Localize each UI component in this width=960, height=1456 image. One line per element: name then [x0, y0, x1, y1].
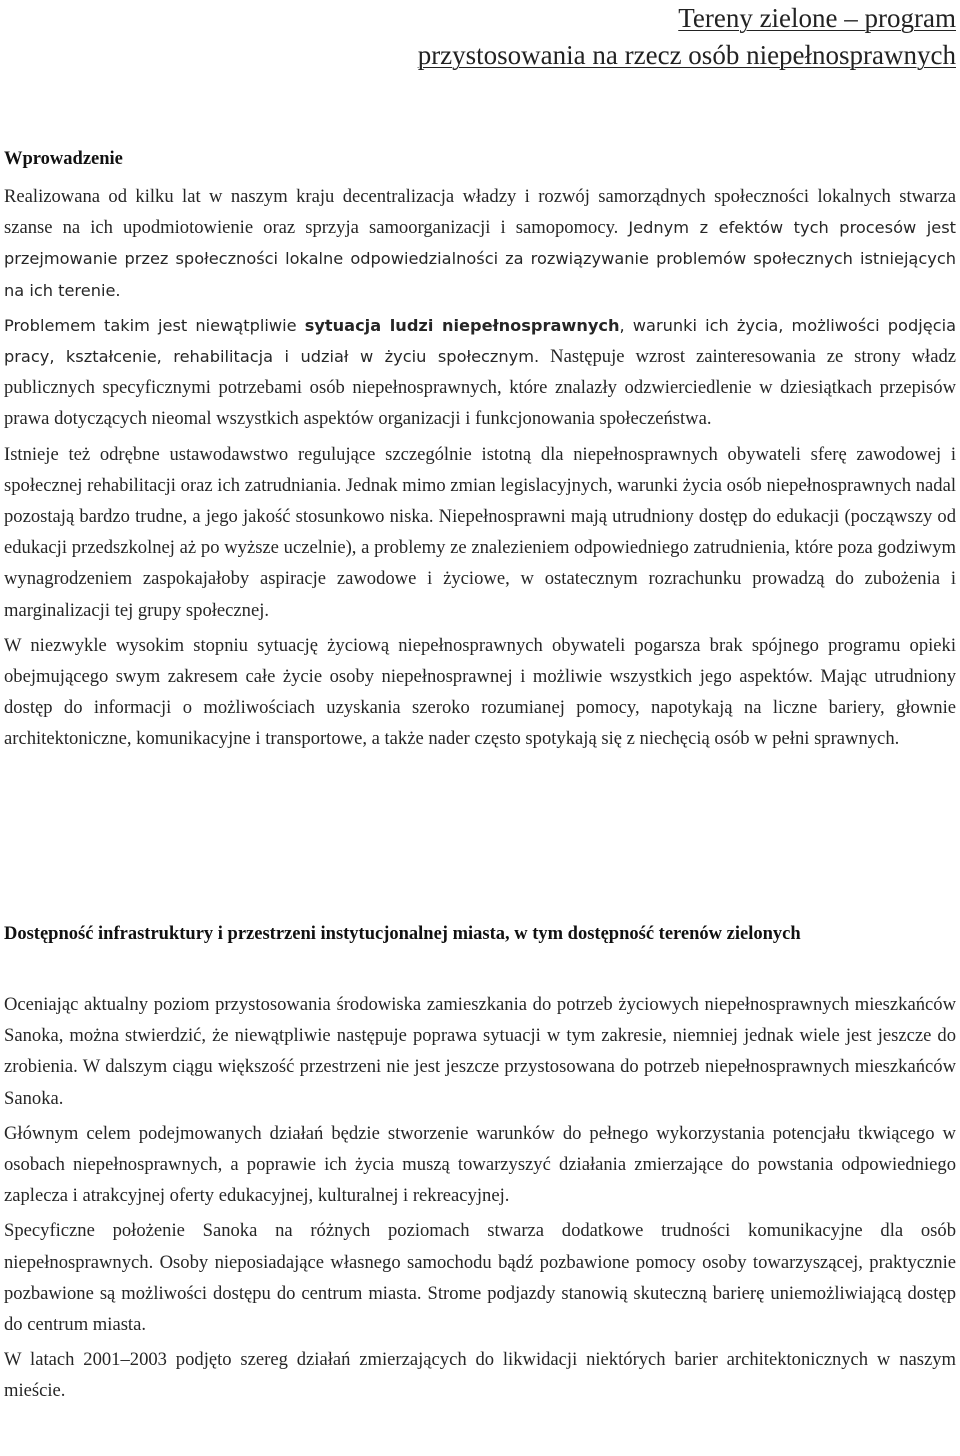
paragraph-text: Jednym z efektów tych procesów jest przejmowanie przez społeczności lokalne odpowiedzialności za rozwiązywanie problemów społecznych istniejących na ich terenie.: [4, 218, 957, 300]
paragraph: Specyficzne położenie Sanoka na różnych poziomach stwarza dodatkowe trudności komunikacyjne dla osób niepełnosprawnych. Osoby nieposiadające własnego samochodu bądź pozbawione pomocy osoby towarzyszącej, praktycznie pozbawione są możliwości dostępu do centrum miasta. Strome podjazdy stanowią skuteczną barierę uniemożliwiającą dostęp do centrum miasta.: [4, 1220, 956, 1336]
title-line-2: przystosowania na rzecz osób niepełnosprawnych: [417, 40, 956, 70]
emphasis-text: sytuacja ludzi niepełnosprawnych: [304, 315, 620, 335]
paragraph: Oceniając aktualny poziom przystosowania środowiska zamieszkania do potrzeb życiowych niepełnosprawnych mieszkańców Sanoka, można stwierdzić, że niewątpliwie następuje poprawa sytuacji w tym zakresie, niemniej jednak wiele jest jeszcze do zrobienia. W dalszym ciągu większość przestrzeni nie jest jeszcze przystosowana do potrzeb niepełnosprawnych mieszkańców Sanoka.: [4, 994, 956, 1109]
paragraph-text: , warunki ich życia, możliwości podjęcia pracy, kształcenie, rehabilitacja i udział w życiu społecznym.: [4, 315, 957, 367]
paragraph: [4, 181, 956, 306]
paragraph-text: Następuje wzrost zainteresowania ze strony władz publicznych specyficznymi potrzebami osób niepełnosprawnych, które znalazły odzwierciedlenie w dziesiątkach przepisów prawa dotyczących nieomal wszystkich aspektów organizacji i funkcjonowania społeczeństwa.: [4, 346, 956, 430]
paragraph-text: Problemem takim jest niewątpliwie: [4, 315, 305, 335]
section-introduction-body: [4, 181, 956, 759]
paragraph: W latach 2001–2003 podjęto szereg działań zmierzających do likwidacji niektórych barier architektonicznych w naszym mieście.: [4, 1349, 956, 1402]
paragraph-text: Realizowana od kilku lat w naszym kraju decentralizacja władzy i rozwój samorządnych społeczności lokalnych stwarza szanse na ich upodmiotowienie oraz sprzyja samoorganizacji i samopomocy.: [4, 186, 956, 239]
section-heading-introduction: Wprowadzenie: [4, 149, 123, 169]
paragraph: [4, 310, 956, 435]
paragraph: Istnieje też odrębne ustawodawstwo regulujące szczególnie istotną dla niepełnosprawnych obywateli sferę zawodowej i społecznej rehabilitacji oraz ich zatrudniania. Jednak mimo zmian legislacyjnych, warunki życia osób niepełnosprawnych nadal pozostają bardzo trudne, a jego jakość stosunkowo niska. Niepełnosprawni mają utrudniony dostęp do edukacji (począwszy od edukacji przedszkolnej aż po wyższe uczelnie), a problemy ze znalezieniem odpowiedniego zatrudnienia, które poza godziwym wynagrodzeniem zaspokajałoby aspiracje zawodowe i życiowe, w ostatecznym rozrachunku prowadzą do zubożenia i marginalizacji tej grupy społecznej.: [4, 443, 956, 621]
paragraph: Głównym celem podejmowanych działań będzie stworzenie warunków do pełnego wykorzystania potencjału tkwiącego w osobach niepełnosprawnych, a poprawie ich życia muszą towarzyszyć działania zmierzające do powstania odpowiedniego zaplecza i atrakcyjnej oferty edukacyjnej, kulturalnej i rekreacyjnej.: [4, 1122, 956, 1207]
section-heading-accessibility: Dostępność infrastruktury i przestrzeni instytucjonalnej miasta, w tym dostępność terenów zielonych: [4, 924, 801, 944]
section-accessibility-body: [4, 989, 956, 1411]
paragraph: W niezwykle wysokim stopniu sytuację życiową niepełnosprawnych obywateli pogarsza brak spójnego programu opieki obejmującego swym zakresem całe życie osoby niepełnosprawnej i możliwie wszystkich jego aspektów. Mając utrudniony dostęp do informacji o możliwościach uzyskania szeroko rozumianej pomocy, napotykają na liczne bariery, głownie architektoniczne, komunikacyjne i transportowe, a także nader często spotykają się z niechęcią osób w pełni sprawnych.: [4, 634, 956, 750]
document-title: [418, 0, 956, 74]
title-line-1: Tereny zielone – program: [678, 3, 956, 33]
